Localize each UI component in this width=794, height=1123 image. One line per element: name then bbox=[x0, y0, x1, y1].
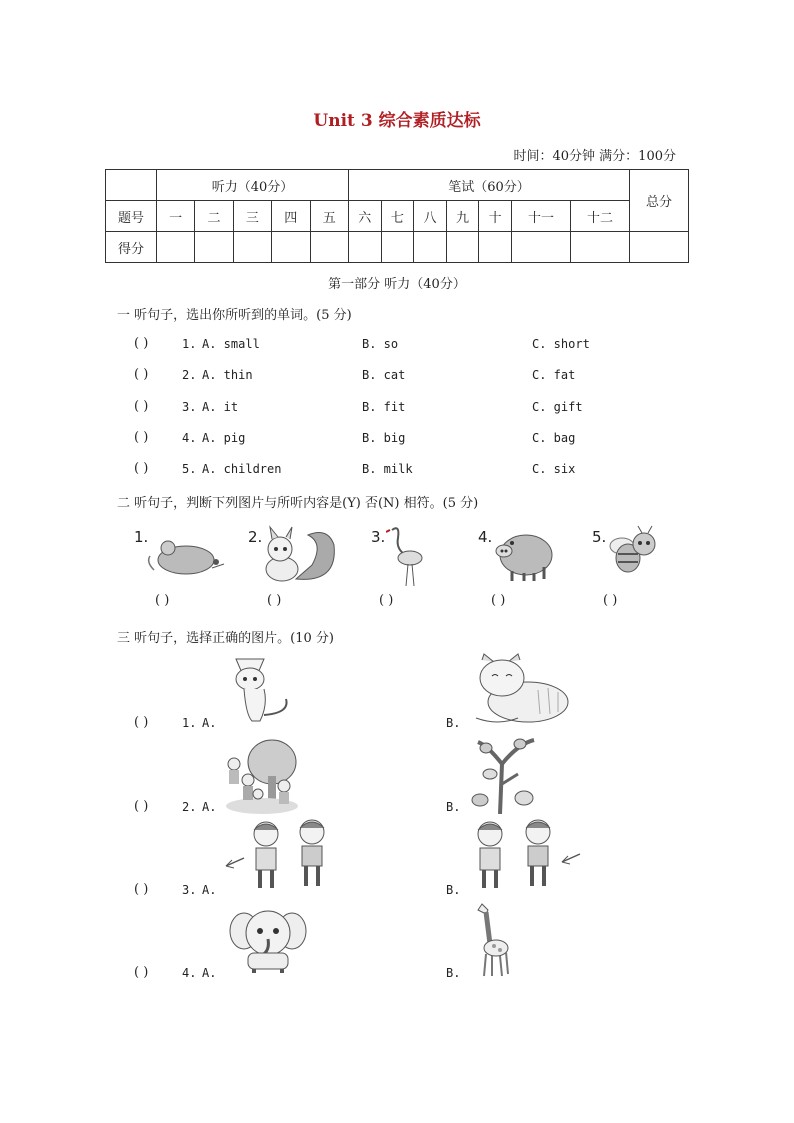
answer-paren[interactable]: ( ) bbox=[134, 799, 149, 814]
score-table bbox=[105, 169, 689, 263]
col-num: 十二 bbox=[571, 201, 630, 232]
score-cell[interactable] bbox=[630, 232, 689, 263]
option-b-label: B. bbox=[446, 800, 461, 814]
fat-cat-icon bbox=[468, 652, 572, 726]
total-label: 总分 bbox=[630, 170, 689, 232]
answer-paren[interactable]: ( ) bbox=[134, 367, 149, 382]
part1-title: 第一部分 听力（40分） bbox=[328, 277, 466, 292]
col-num: 九 bbox=[446, 201, 479, 232]
score-cell[interactable] bbox=[348, 232, 381, 263]
option-b: B. so bbox=[362, 337, 399, 351]
boys-arrow-right-icon bbox=[468, 816, 584, 896]
elephant-icon bbox=[228, 903, 308, 975]
section3-heading: 三 听句子，选择正确的图片。(10 分) bbox=[117, 631, 334, 646]
score-cell[interactable] bbox=[381, 232, 414, 263]
boys-arrow-left-icon bbox=[222, 816, 342, 896]
col-num: 十 bbox=[479, 201, 512, 232]
time-info: 时间：40分钟 满分：100分 bbox=[513, 149, 676, 164]
score-cell[interactable] bbox=[414, 232, 447, 263]
col-num: 八 bbox=[414, 201, 447, 232]
col-num: 六 bbox=[348, 201, 381, 232]
option-a: A. children bbox=[202, 462, 282, 476]
question-number: 3. bbox=[182, 400, 197, 414]
squirrel-icon bbox=[258, 525, 338, 585]
col-num: 三 bbox=[233, 201, 271, 232]
animals-tree-icon bbox=[468, 734, 540, 814]
option-a: A. it bbox=[202, 400, 239, 414]
option-c: C. gift bbox=[532, 400, 583, 414]
question-number: 4. bbox=[182, 966, 197, 980]
option-b-label: B. bbox=[446, 716, 461, 730]
score-cell[interactable] bbox=[272, 232, 310, 263]
crane-icon bbox=[386, 524, 426, 588]
blank-cell bbox=[106, 170, 157, 201]
option-c: C. six bbox=[532, 462, 576, 476]
option-b: B. fit bbox=[362, 400, 406, 414]
option-a-label: A. bbox=[202, 716, 217, 730]
option-a-label: A. bbox=[202, 966, 217, 980]
score-cell[interactable] bbox=[195, 232, 233, 263]
option-a-label: A. bbox=[202, 800, 217, 814]
question-number: 5. bbox=[182, 462, 197, 476]
score-cell[interactable] bbox=[233, 232, 271, 263]
answer-paren[interactable]: ( ) bbox=[379, 593, 394, 608]
item-number: 3. bbox=[371, 528, 386, 546]
col-num: 十一 bbox=[512, 201, 571, 232]
row-label-number: 题号 bbox=[106, 201, 157, 232]
item-number: 4. bbox=[478, 528, 493, 546]
score-cell[interactable] bbox=[446, 232, 479, 263]
score-cell[interactable] bbox=[479, 232, 512, 263]
answer-paren[interactable]: ( ) bbox=[134, 430, 149, 445]
option-a-label: A. bbox=[202, 883, 217, 897]
score-cell[interactable] bbox=[512, 232, 571, 263]
page-title: Unit 3 综合素质达标 bbox=[313, 111, 481, 131]
option-c: C. fat bbox=[532, 368, 576, 382]
option-a: A. small bbox=[202, 337, 260, 351]
option-b: B. big bbox=[362, 431, 406, 445]
option-c: C. short bbox=[532, 337, 590, 351]
score-cell[interactable] bbox=[310, 232, 348, 263]
question-number: 2. bbox=[182, 800, 197, 814]
option-b: B. milk bbox=[362, 462, 413, 476]
answer-paren[interactable]: ( ) bbox=[134, 399, 149, 414]
answer-paren[interactable]: ( ) bbox=[134, 461, 149, 476]
question-number: 4. bbox=[182, 431, 197, 445]
col-num: 五 bbox=[310, 201, 348, 232]
listening-header: 听力（40分） bbox=[157, 170, 349, 201]
children-tree-icon bbox=[222, 736, 300, 814]
item-number: 1. bbox=[134, 528, 149, 546]
answer-paren[interactable]: ( ) bbox=[134, 882, 149, 897]
col-num: 七 bbox=[381, 201, 414, 232]
score-cell[interactable] bbox=[157, 232, 195, 263]
item-number: 2. bbox=[248, 528, 263, 546]
answer-paren[interactable]: ( ) bbox=[491, 593, 506, 608]
writing-header: 笔试（60分） bbox=[348, 170, 629, 201]
question-number: 1. bbox=[182, 337, 197, 351]
section1-heading: 一 听句子，选出你所听到的单词。(5 分) bbox=[117, 308, 352, 323]
score-cell[interactable] bbox=[571, 232, 630, 263]
question-number: 1. bbox=[182, 716, 197, 730]
mouse-icon bbox=[144, 532, 228, 580]
giraffe-icon bbox=[472, 900, 512, 978]
answer-paren[interactable]: ( ) bbox=[155, 593, 170, 608]
answer-paren[interactable]: ( ) bbox=[267, 593, 282, 608]
answer-paren[interactable]: ( ) bbox=[603, 593, 618, 608]
bee-icon bbox=[606, 524, 662, 584]
answer-paren[interactable]: ( ) bbox=[134, 715, 149, 730]
col-num: 二 bbox=[195, 201, 233, 232]
option-b-label: B. bbox=[446, 883, 461, 897]
pig-icon bbox=[490, 527, 556, 583]
question-number: 3. bbox=[182, 883, 197, 897]
option-a: A. pig bbox=[202, 431, 246, 445]
answer-paren[interactable]: ( ) bbox=[134, 336, 149, 351]
option-a: A. thin bbox=[202, 368, 253, 382]
col-num: 四 bbox=[272, 201, 310, 232]
thin-cat-icon bbox=[228, 655, 294, 725]
col-num: 一 bbox=[157, 201, 195, 232]
row-label-score: 得分 bbox=[106, 232, 157, 263]
item-number: 5. bbox=[592, 528, 607, 546]
answer-paren[interactable]: ( ) bbox=[134, 965, 149, 980]
option-c: C. bag bbox=[532, 431, 576, 445]
question-number: 2. bbox=[182, 368, 197, 382]
section2-heading: 二 听句子，判断下列图片与所听内容是(Y) 否(N) 相符。(5 分) bbox=[117, 496, 479, 511]
option-b-label: B. bbox=[446, 966, 461, 980]
option-b: B. cat bbox=[362, 368, 406, 382]
